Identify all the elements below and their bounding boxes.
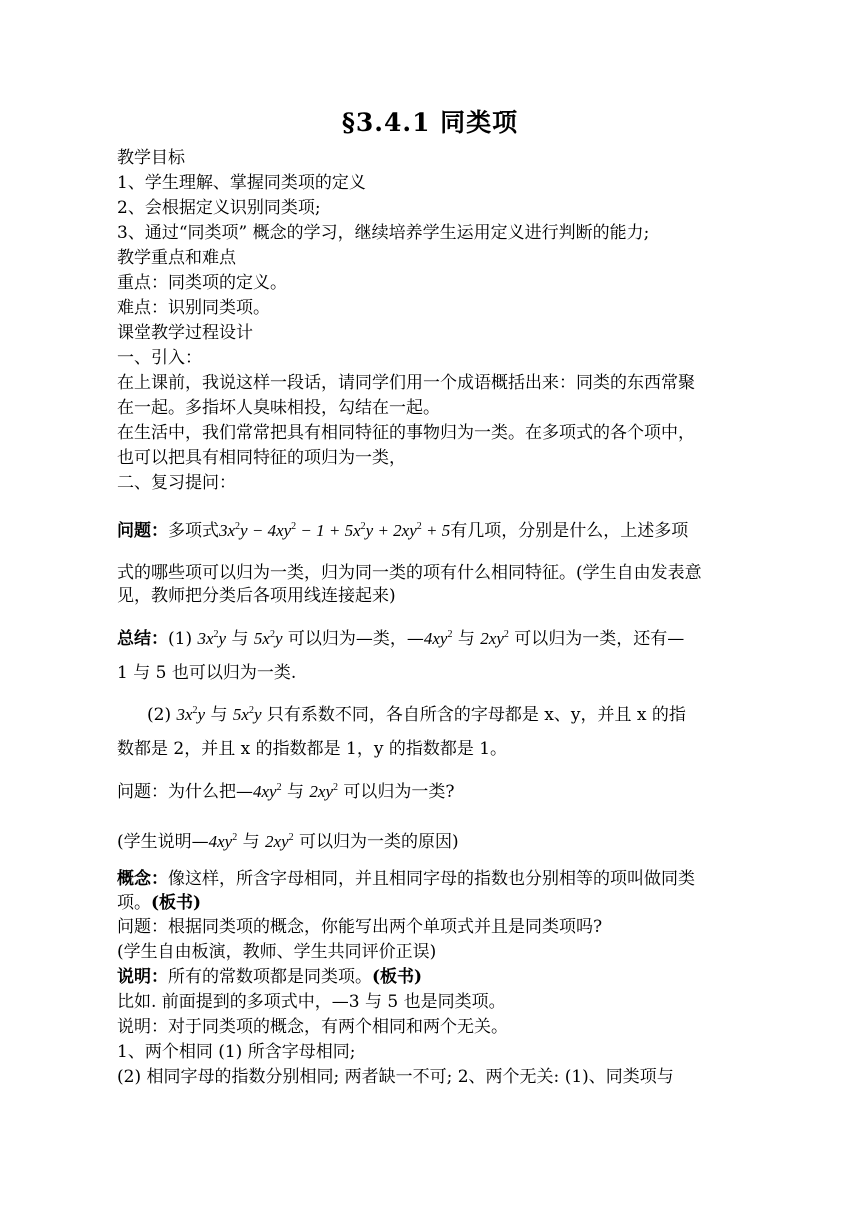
summary-text: 与	[452, 629, 481, 649]
explanation-text: 与	[237, 832, 266, 852]
page-title: §3.4.1 同类项	[341, 108, 519, 137]
monomial: $5x^2y$	[253, 629, 283, 648]
question-text: 多项式	[168, 521, 219, 541]
note-line: 说明：对于同类项的概念，有两个相同和两个无关。	[117, 1017, 508, 1037]
concept-text: 项。	[117, 893, 151, 913]
section-heading-objectives: 教学目标	[117, 148, 185, 168]
summary-text: 可以归为—类，—	[282, 629, 424, 649]
explanation-text: 所有的常数项都是同类项。	[168, 967, 372, 987]
monomial: $3x^2y$	[176, 705, 206, 724]
student-explanation	[117, 826, 797, 854]
monomial: $2xy^2$	[480, 629, 509, 648]
example-line: 比如. 前面提到的多项式中，—3 与 5 也是同类项。	[117, 992, 506, 1012]
summary-line-3	[147, 699, 827, 727]
intro-paragraph-line-2: 在一起。多指坏人臭味相投，勾结在一起。	[117, 398, 440, 418]
question-2	[117, 776, 797, 804]
intro-paragraph-line-4: 也可以把具有相同特征的项归为一类，	[117, 448, 406, 468]
section-heading-process: 课堂教学过程设计	[117, 323, 253, 343]
intro-paragraph-line-1: 在上课前，我说这样一段话，请同学们用一个成语概括出来：同类的东西常聚	[117, 373, 695, 393]
summary-text: 与	[205, 705, 233, 725]
question-1-line-2: 式的哪些项可以归为一类，归为同一类的项有什么相同特征。(学生自由发表意	[117, 563, 702, 583]
intro-paragraph-line-3: 在生活中，我们常常把具有相同特征的事物归为一类。在多项式的各个项中，	[117, 423, 695, 443]
explanation-line	[117, 965, 797, 989]
board-note: (板书)	[372, 967, 423, 987]
board-note: (板书)	[151, 893, 202, 913]
question-text: 与	[281, 782, 310, 802]
monomial: $3x^2y$	[197, 629, 227, 648]
question-text: 可以归为一类?	[338, 782, 455, 802]
summary-text: (1)	[168, 629, 198, 649]
section-heading-keypoints: 教学重点和难点	[117, 248, 236, 268]
question-1-line-1	[117, 515, 797, 543]
step-review-heading: 二、复习提问：	[117, 473, 236, 493]
summary-line-4: 数都是 2，并且 x 的指数都是 1，y 的指数都是 1。	[117, 739, 508, 759]
question-label: 问题：	[117, 521, 168, 541]
summary-line-2: 1 与 5 也可以归为一类.	[117, 663, 297, 683]
concept-line-1	[117, 867, 797, 891]
monomial: $4xy^2$	[208, 832, 238, 851]
question-text: 有几项，分别是什么，上述多项	[450, 521, 689, 541]
summary-text: (2)	[147, 705, 177, 725]
summary-text: 与	[226, 629, 254, 649]
monomial: $2xy^2$	[309, 782, 338, 801]
monomial: $5x^2y$	[232, 705, 262, 724]
summary-text: 只有系数不同，各自所含的字母都是 x、y，并且 x 的指	[261, 705, 686, 725]
explanation-label: 说明：	[117, 967, 168, 987]
objective-1: 1、学生理解、掌握同类项的定义	[117, 173, 366, 193]
rule-line-1: 1、两个相同 (1) 所含字母相同;	[117, 1042, 356, 1062]
summary-line-1	[117, 623, 797, 651]
concept-text: 像这样，所含字母相同，并且相同字母的指数也分别相等的项叫做同类	[168, 869, 695, 889]
monomial: $4xy^2$	[253, 782, 282, 801]
question-3: 问题：根据同类项的概念，你能写出两个单项式并且是同类项吗?	[117, 917, 603, 937]
key-point: 重点：同类项的定义。	[117, 273, 287, 293]
student-activity: (学生自由板演，教师、学生共同评价正误)	[117, 942, 437, 962]
summary-label: 总结：	[117, 629, 168, 649]
question-text: 问题：为什么把—	[117, 782, 253, 802]
question-1-line-3: 见，教师把分类后各项用线连接起来)	[117, 586, 396, 606]
concept-label: 概念：	[117, 869, 168, 889]
monomial: $4xy^2$	[423, 629, 453, 648]
objective-3: 3、通过“同类项” 概念的学习，继续培养学生运用定义进行判断的能力;	[117, 223, 650, 243]
rule-line-2: (2) 相同字母的指数分别相同; 两者缺一不可; 2、两个无关: (1)、同类项与	[117, 1067, 674, 1087]
explanation-text: (学生说明—	[117, 832, 209, 852]
step-intro-heading: 一、引入：	[117, 348, 202, 368]
polynomial-expression: $3x^2y - 4xy^2 - 1 + 5x^2y + 2xy^2 + 5$	[219, 521, 451, 540]
objective-2: 2、会根据定义识别同类项;	[117, 198, 321, 218]
summary-text: 可以归为一类，还有—	[508, 629, 685, 649]
monomial: $2xy^2$	[265, 832, 294, 851]
difficult-point: 难点：识别同类项。	[117, 298, 270, 318]
concept-line-2	[117, 891, 797, 915]
explanation-text: 可以归为一类的原因)	[293, 832, 459, 852]
